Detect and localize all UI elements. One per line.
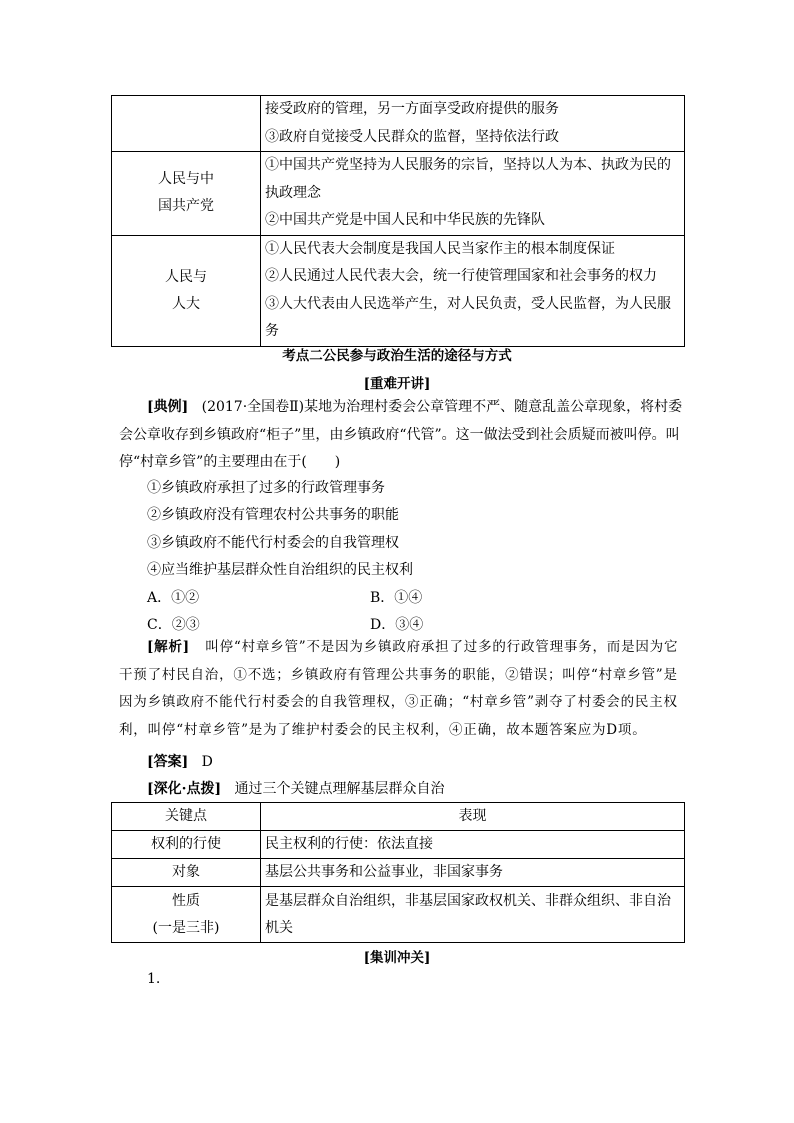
key-points-table: [111, 802, 685, 943]
cell-line: 性质: [172, 892, 200, 909]
table-row: [112, 887, 685, 943]
choice-b[interactable]: B．①④: [370, 590, 423, 606]
column-header-value: 表现: [261, 803, 685, 831]
table-cell-key: [112, 152, 261, 236]
cell-line: 务: [265, 323, 279, 339]
answer-value: D: [201, 754, 213, 770]
example-text: 某地为治理村委会公章管理不严、随意乱盖公章现象，将村委会公章收存到乡镇政府“柜子”里，由乡镇政府“代管”。这一做法受到社会质疑而被叫停。叫停“村章乡管”的主要理由在于( ): [119, 399, 683, 470]
answer-tag: [答案]: [147, 754, 189, 770]
table-cell-key: [112, 235, 261, 346]
table-cell-value: 民主权利的行使：依法直接: [261, 831, 685, 859]
cell-line: ②人民通过人民代表大会，统一行使管理国家和社会事务的权力: [265, 268, 657, 284]
cell-line: (一是三非): [152, 919, 220, 936]
table-cell-value: [261, 235, 685, 346]
deepen-line: [147, 778, 444, 798]
table-cell-key: [112, 887, 261, 943]
example-source: (2017·全国卷Ⅱ): [201, 399, 305, 415]
table-cell-key: 对象: [112, 859, 261, 887]
option-2: ②乡镇政府没有管理农村公共事务的职能: [147, 507, 399, 523]
drill-heading: [集训冲关]: [363, 950, 431, 966]
cell-line: 人民与中: [158, 171, 214, 188]
cell-line: 人民与: [165, 268, 207, 285]
answer-line: [147, 751, 213, 771]
cell-line: ②中国共产党是中国人民和中华民族的先锋队: [265, 212, 545, 228]
table-row: [112, 859, 685, 887]
cell-line: ③政府自觉接受人民群众的监督，坚持依法行政: [265, 128, 559, 145]
deepen-text: 通过三个关键点理解基层群众自治: [234, 781, 445, 797]
cell-line: ①中国共产党坚持为人民服务的宗旨，坚持以人为本、执政为民的: [265, 157, 671, 173]
analysis-paragraph: [119, 634, 685, 744]
option-4: ④应当维护基层群众性自治组织的民主权利: [147, 562, 413, 578]
table-row: [112, 96, 685, 152]
table-cell-value: [261, 887, 685, 943]
table-row: [112, 152, 685, 236]
table-cell-value: [261, 152, 685, 236]
choice-c[interactable]: C．②③: [147, 617, 200, 633]
deepen-tag: [深化·点拨]: [147, 781, 222, 797]
example-tag: [典例]: [147, 399, 189, 415]
analysis-tag: [解析]: [147, 639, 190, 655]
table-cell-key: 权利的行使: [112, 831, 261, 859]
option-1: ①乡镇政府承担了过多的行政管理事务: [147, 480, 385, 496]
relation-table: [111, 95, 685, 347]
table-header-row: [112, 803, 685, 831]
cell-line: 机关: [265, 919, 293, 936]
table-cell-value: [261, 96, 685, 152]
analysis-text: 叫停“村章乡管”不是因为乡镇政府承担了过多的行政管理事务，而是因为它干预了村民自治，①不选；乡镇政府有管理公共事务的职能，②错误；叫停“村章乡管”是因为乡镇政府不能代行村委会的自我管理权，③正确；“村章乡管”剥夺了村委会的民主权利，叫停“村章乡管”是为了维护村委会的民主权利，④正确，故本题答案应为D项。: [119, 639, 679, 738]
question-number: 1.: [147, 971, 161, 987]
choice-d[interactable]: D．③④: [370, 617, 424, 633]
cell-line: 人大: [172, 295, 200, 312]
table-cell-value: 基层公共事务和公益事业，非国家事务: [261, 859, 685, 887]
column-header-key: 关键点: [112, 803, 261, 831]
choice-a[interactable]: A．①②: [147, 590, 200, 606]
table-row: [112, 831, 685, 859]
cell-line: 接受政府的管理，另一方面享受政府提供的服务: [265, 101, 559, 117]
cell-line: ③人大代表由人民选举产生，对人民负责，受人民监督，为人民服: [265, 295, 671, 312]
cell-line: 执政理念: [265, 184, 321, 201]
table-row: [112, 235, 685, 346]
table-cell-key: [112, 96, 261, 152]
example-paragraph: [119, 394, 689, 477]
cell-line: ①人民代表大会制度是我国人民当家作主的根本制度保证: [265, 240, 615, 257]
cell-line: 国共产党: [158, 198, 214, 215]
section-title: 考点二公民参与政治生活的途径与方式: [282, 348, 512, 364]
cell-line: 是基层群众自治组织，非基层国家政权机关、非群众组织、非自治: [265, 892, 671, 909]
subheading: [重难开讲]: [363, 376, 431, 392]
option-3: ③乡镇政府不能代行村委会的自我管理权: [147, 535, 399, 551]
